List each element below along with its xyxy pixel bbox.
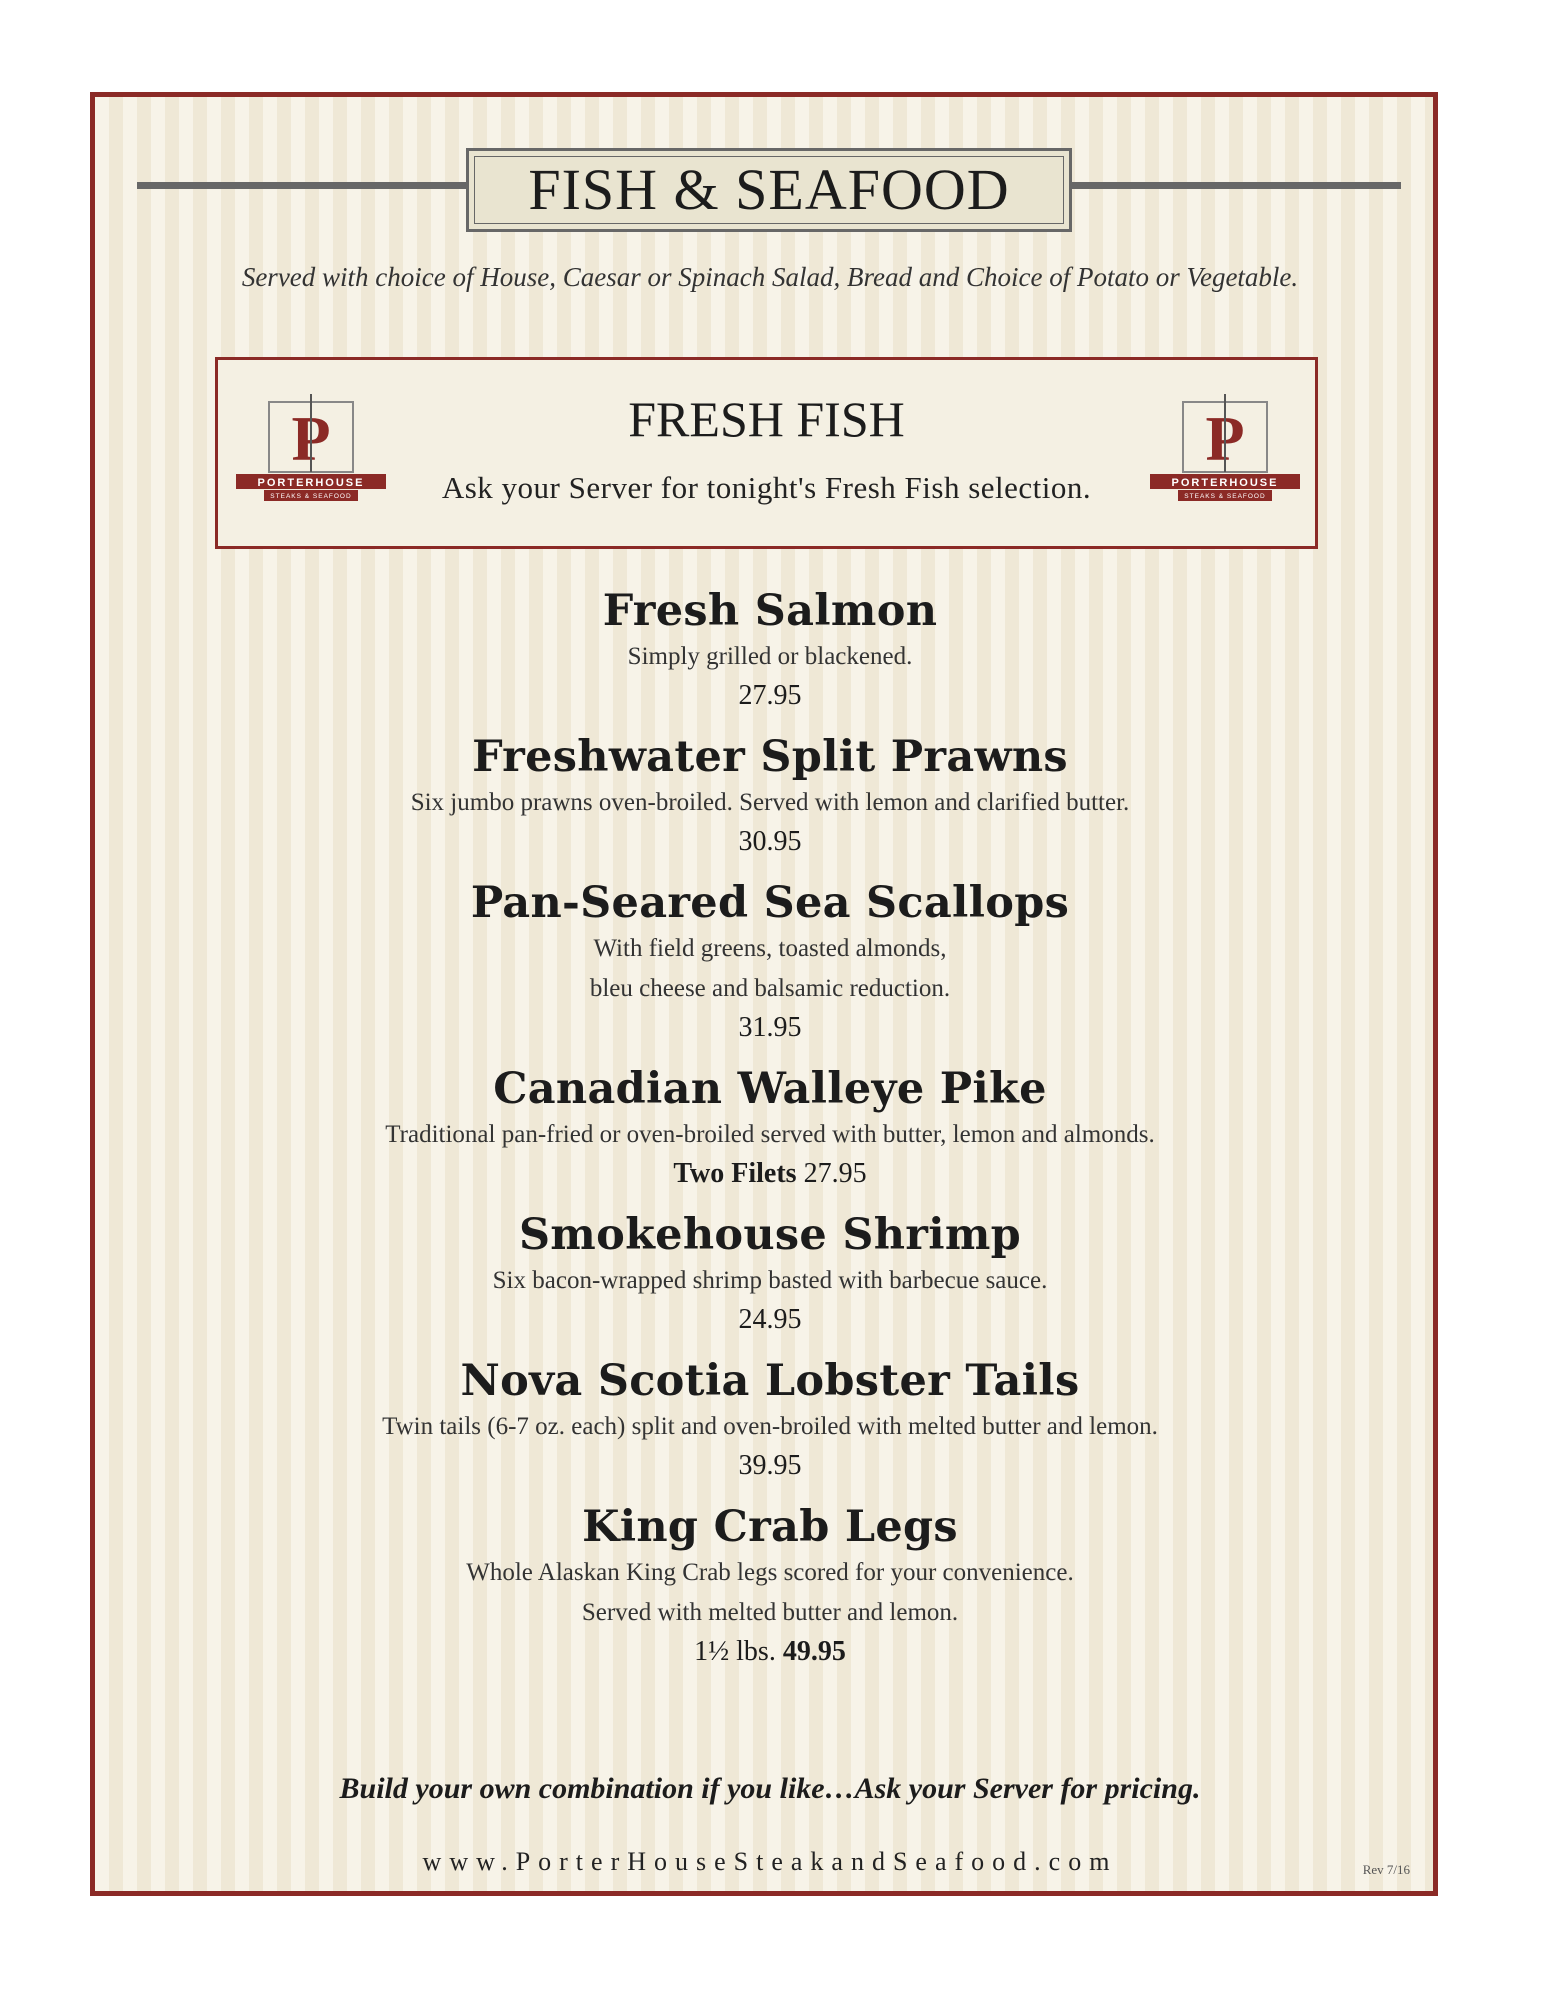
page-subtitle: Served with choice of House, Caesar or Spinach Salad, Bread and Choice of Potato or Vegetable. xyxy=(241,262,1299,292)
item-price: 30.95 xyxy=(738,826,802,857)
item-description: bleu cheese and balsamic reduction. xyxy=(589,975,951,1002)
item-name: King Crab Legs xyxy=(582,1502,958,1552)
title-plaque xyxy=(466,148,1072,232)
item-price: 39.95 xyxy=(738,1450,802,1481)
svg-text:PORTERHOUSE: PORTERHOUSE xyxy=(257,477,365,489)
item-price: 27.95 xyxy=(738,680,802,711)
menu-item-walleye-pike xyxy=(150,1063,1390,1193)
menu-item-split-prawns xyxy=(150,731,1390,861)
item-name: Smokehouse Shrimp xyxy=(518,1210,1022,1260)
menu-item-sea-scallops xyxy=(150,877,1390,1047)
website-url: www.PorterHouseSteakandSeafood.com xyxy=(422,1847,1118,1876)
item-price: 24.95 xyxy=(738,1304,802,1335)
fresh-fish-subtitle: Ask your Server for tonight's Fresh Fish selection. xyxy=(441,470,1092,505)
menu-item-lobster-tails xyxy=(150,1355,1390,1485)
item-name: Canadian Walleye Pike xyxy=(493,1064,1047,1114)
item-price-value: 49.95 xyxy=(782,1636,846,1667)
item-price-label: 1½ lbs. xyxy=(694,1636,776,1667)
item-price xyxy=(150,1155,1390,1193)
page-title: FISH & SEAFOOD xyxy=(528,157,1010,222)
combination-note: Build your own combination if you like…Ask your Server for pricing. xyxy=(339,1772,1201,1805)
menu-item-fresh-salmon xyxy=(150,585,1390,715)
menu-item-king-crab-legs xyxy=(150,1501,1390,1671)
menu-item-smokehouse-shrimp xyxy=(150,1209,1390,1339)
porterhouse-logo-right xyxy=(1150,392,1300,510)
item-name: Fresh Salmon xyxy=(602,586,938,636)
item-description: Traditional pan-fried or oven-broiled served with butter, lemon and almonds. xyxy=(385,1121,1155,1148)
item-description: Served with melted butter and lemon. xyxy=(581,1599,959,1626)
revision-note: Rev 7/16 xyxy=(1362,1862,1410,1877)
svg-text:PORTERHOUSE: PORTERHOUSE xyxy=(1171,477,1279,489)
item-price xyxy=(150,1633,1390,1671)
item-description: Twin tails (6-7 oz. each) split and oven-broiled with melted butter and lemon. xyxy=(382,1413,1158,1440)
svg-text:STEAKS & SEAFOOD: STEAKS & SEAFOOD xyxy=(1184,493,1266,500)
svg-text:P: P xyxy=(291,403,331,474)
item-description: With field greens, toasted almonds, xyxy=(593,935,947,962)
svg-text:P: P xyxy=(1205,403,1245,474)
title-rule-left xyxy=(137,182,471,189)
item-price-value: 27.95 xyxy=(803,1158,867,1189)
fresh-fish-box xyxy=(215,357,1318,549)
item-description: Six jumbo prawns oven-broiled. Served with lemon and clarified butter. xyxy=(410,789,1130,816)
item-description: Simply grilled or blackened. xyxy=(627,643,913,670)
item-name: Nova Scotia Lobster Tails xyxy=(460,1356,1080,1406)
svg-text:STEAKS & SEAFOOD: STEAKS & SEAFOOD xyxy=(270,493,352,500)
item-description: Whole Alaskan King Crab legs scored for your convenience. xyxy=(466,1559,1074,1586)
item-name: Freshwater Split Prawns xyxy=(472,732,1068,782)
item-description: Six bacon-wrapped shrimp basted with barbecue sauce. xyxy=(492,1267,1048,1294)
item-price-label: Two Filets xyxy=(673,1158,797,1189)
item-price: 31.95 xyxy=(738,1012,802,1043)
title-rule-right xyxy=(1067,182,1401,189)
menu-items xyxy=(150,585,1390,1687)
fresh-fish-title: FRESH FISH xyxy=(628,391,905,447)
item-name: Pan-Seared Sea Scallops xyxy=(470,878,1070,928)
